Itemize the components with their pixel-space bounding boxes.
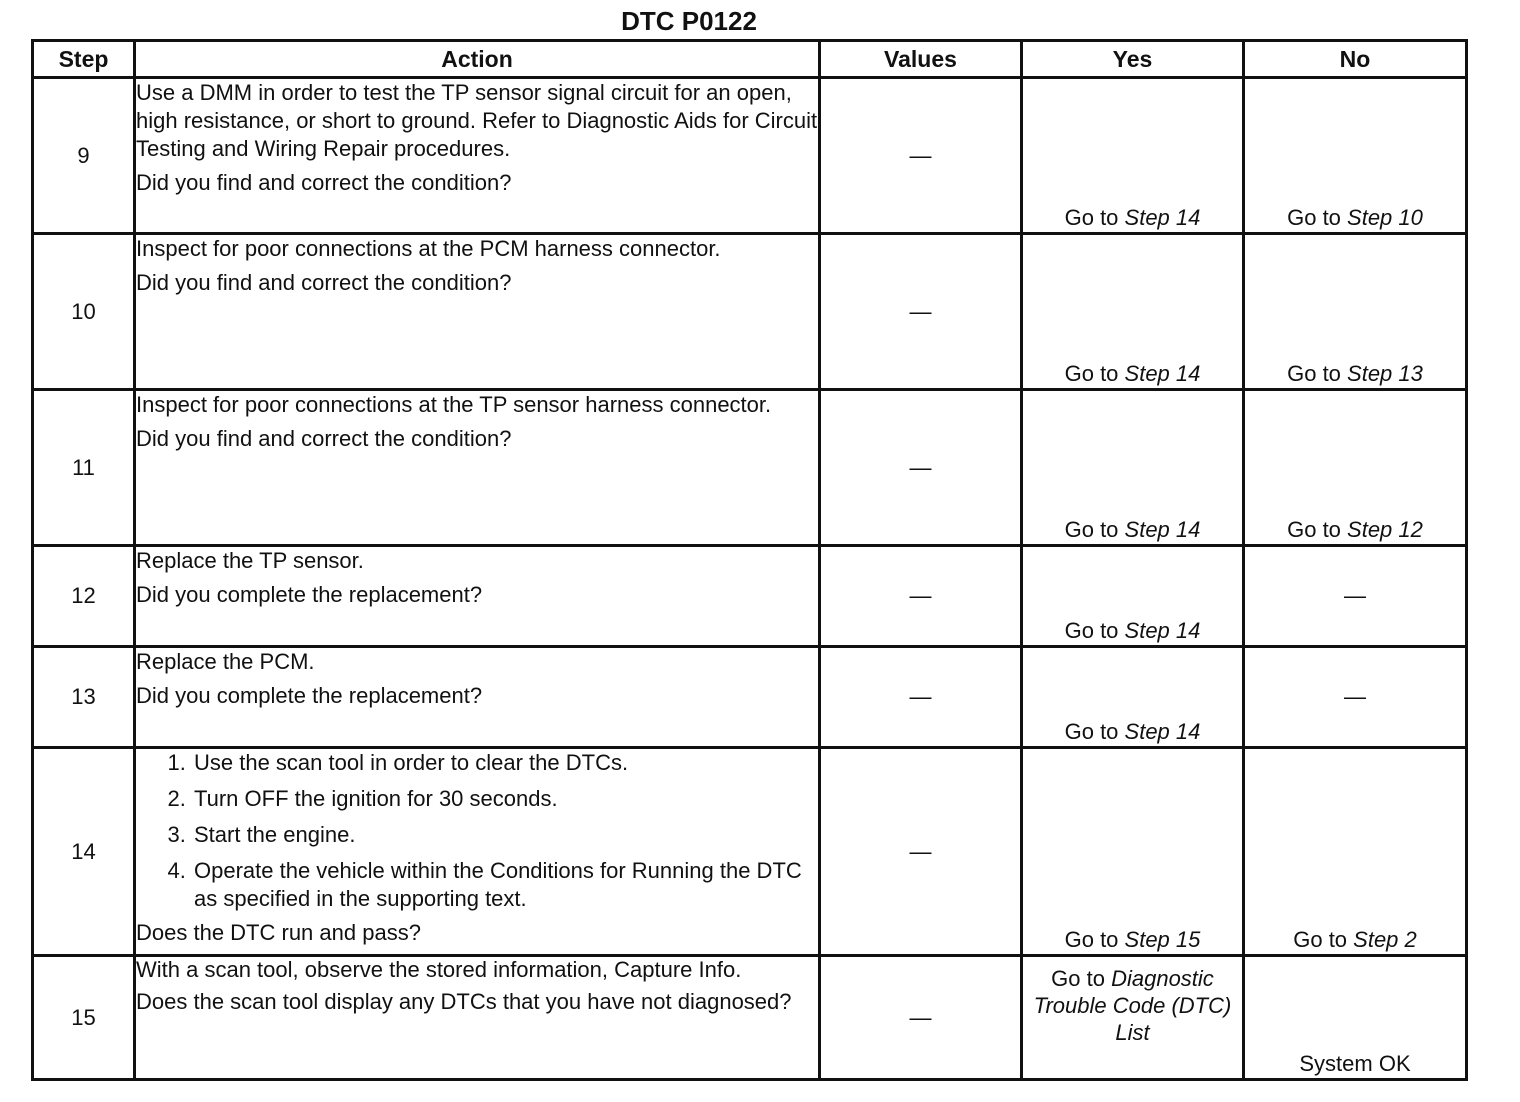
yes-dtc-list-link[interactable]: Diagnostic Trouble Code (DTC) List — [1033, 966, 1232, 1045]
action-question: Does the scan tool display any DTCs that you have not diagnosed? — [136, 989, 792, 1014]
action-question: Did you complete the replacement? — [136, 683, 483, 708]
page-title: DTC P0122 — [621, 6, 757, 36]
no-prefix: Go to — [1293, 927, 1354, 952]
yes-prefix: Go to — [1064, 517, 1125, 542]
yes-cell — [1022, 234, 1244, 390]
values-cell: — — [820, 390, 1022, 546]
step-number: 10 — [33, 234, 135, 390]
no-step-link[interactable]: Step 10 — [1347, 205, 1423, 230]
yes-step-link[interactable]: Step 15 — [1124, 927, 1201, 952]
header-values: Values — [820, 41, 1022, 78]
action-cell — [135, 647, 820, 748]
yes-cell — [1022, 647, 1244, 748]
action-question: Did you find and correct the condition? — [136, 426, 512, 451]
yes-step-link[interactable]: Step 14 — [1124, 618, 1201, 643]
no-prefix: Go to — [1287, 361, 1348, 386]
no-cell — [1244, 234, 1467, 390]
diagnostic-table — [31, 39, 1468, 1081]
action-text: Inspect for poor connections at the TP sensor harness connector. — [136, 392, 772, 417]
header-no: No — [1244, 41, 1467, 78]
substep-list — [136, 749, 818, 913]
step-number: 9 — [33, 78, 135, 234]
no-step-link[interactable]: Step 2 — [1353, 927, 1417, 952]
header-action: Action — [135, 41, 820, 78]
no-cell — [1244, 748, 1467, 956]
yes-prefix: Go to — [1064, 719, 1125, 744]
action-cell — [135, 234, 820, 390]
list-item: 4. Operate the vehicle within the Conditions for Running the DTC as specified in the supporting text. — [192, 857, 818, 913]
action-question: Did you complete the replacement? — [136, 582, 483, 607]
header-yes: Yes — [1022, 41, 1244, 78]
step-number: 14 — [33, 748, 135, 956]
action-question: Did you find and correct the condition? — [136, 170, 512, 195]
table-row — [33, 647, 1467, 748]
values-cell: — — [820, 546, 1022, 647]
yes-cell — [1022, 390, 1244, 546]
table-header-row — [33, 41, 1467, 78]
table-row — [33, 956, 1467, 1080]
yes-prefix: Go to — [1064, 205, 1125, 230]
table-row — [33, 234, 1467, 390]
values-cell: — — [820, 748, 1022, 956]
table-row — [33, 78, 1467, 234]
yes-step-link[interactable]: Step 14 — [1124, 517, 1201, 542]
yes-cell — [1022, 748, 1244, 956]
table-row — [33, 546, 1467, 647]
yes-cell — [1022, 546, 1244, 647]
step-number: 13 — [33, 647, 135, 748]
action-cell — [135, 748, 820, 956]
list-item: 1. Use the scan tool in order to clear the DTCs. — [192, 749, 818, 777]
no-prefix: Go to — [1287, 205, 1348, 230]
action-cell — [135, 78, 820, 234]
values-cell: — — [820, 234, 1022, 390]
values-cell: — — [820, 647, 1022, 748]
action-text: Replace the PCM. — [136, 649, 315, 674]
table-row — [33, 748, 1467, 956]
action-text: Use a DMM in order to test the TP sensor signal circuit for an open, high resistance, or short to ground. Refer to Diagnostic Aids for Circuit Testing and Wiring Repair procedures. — [136, 80, 818, 161]
action-question: Did you find and correct the condition? — [136, 270, 512, 295]
action-cell — [135, 546, 820, 647]
step-number: 15 — [33, 956, 135, 1080]
yes-prefix: Go to — [1064, 618, 1125, 643]
no-cell: — — [1244, 647, 1467, 748]
yes-cell — [1022, 956, 1244, 1080]
yes-prefix: Go to — [1051, 966, 1112, 991]
values-cell: — — [820, 78, 1022, 234]
values-cell: — — [820, 956, 1022, 1080]
yes-step-link[interactable]: Step 14 — [1124, 361, 1201, 386]
yes-cell — [1022, 78, 1244, 234]
table-row — [33, 390, 1467, 546]
step-number: 12 — [33, 546, 135, 647]
list-item: 3. Start the engine. — [192, 821, 818, 849]
action-text: Replace the TP sensor. — [136, 548, 364, 573]
no-step-link[interactable]: Step 13 — [1347, 361, 1423, 386]
yes-step-link[interactable]: Step 14 — [1124, 719, 1201, 744]
yes-step-link[interactable]: Step 14 — [1124, 205, 1201, 230]
list-item: 2. Turn OFF the ignition for 30 seconds. — [192, 785, 818, 813]
action-text: Inspect for poor connections at the PCM harness connector. — [136, 236, 721, 261]
no-prefix: Go to — [1287, 517, 1348, 542]
no-cell — [1244, 390, 1467, 546]
no-cell: System OK — [1244, 956, 1467, 1080]
header-step: Step — [33, 41, 135, 78]
no-cell — [1244, 78, 1467, 234]
action-text: With a scan tool, observe the stored information, Capture Info. — [136, 957, 742, 982]
yes-prefix: Go to — [1064, 361, 1125, 386]
no-step-link[interactable]: Step 12 — [1347, 517, 1423, 542]
action-cell — [135, 956, 820, 1080]
action-cell — [135, 390, 820, 546]
no-cell: — — [1244, 546, 1467, 647]
yes-prefix: Go to — [1064, 927, 1125, 952]
step-number: 11 — [33, 390, 135, 546]
action-question: Does the DTC run and pass? — [136, 920, 421, 945]
